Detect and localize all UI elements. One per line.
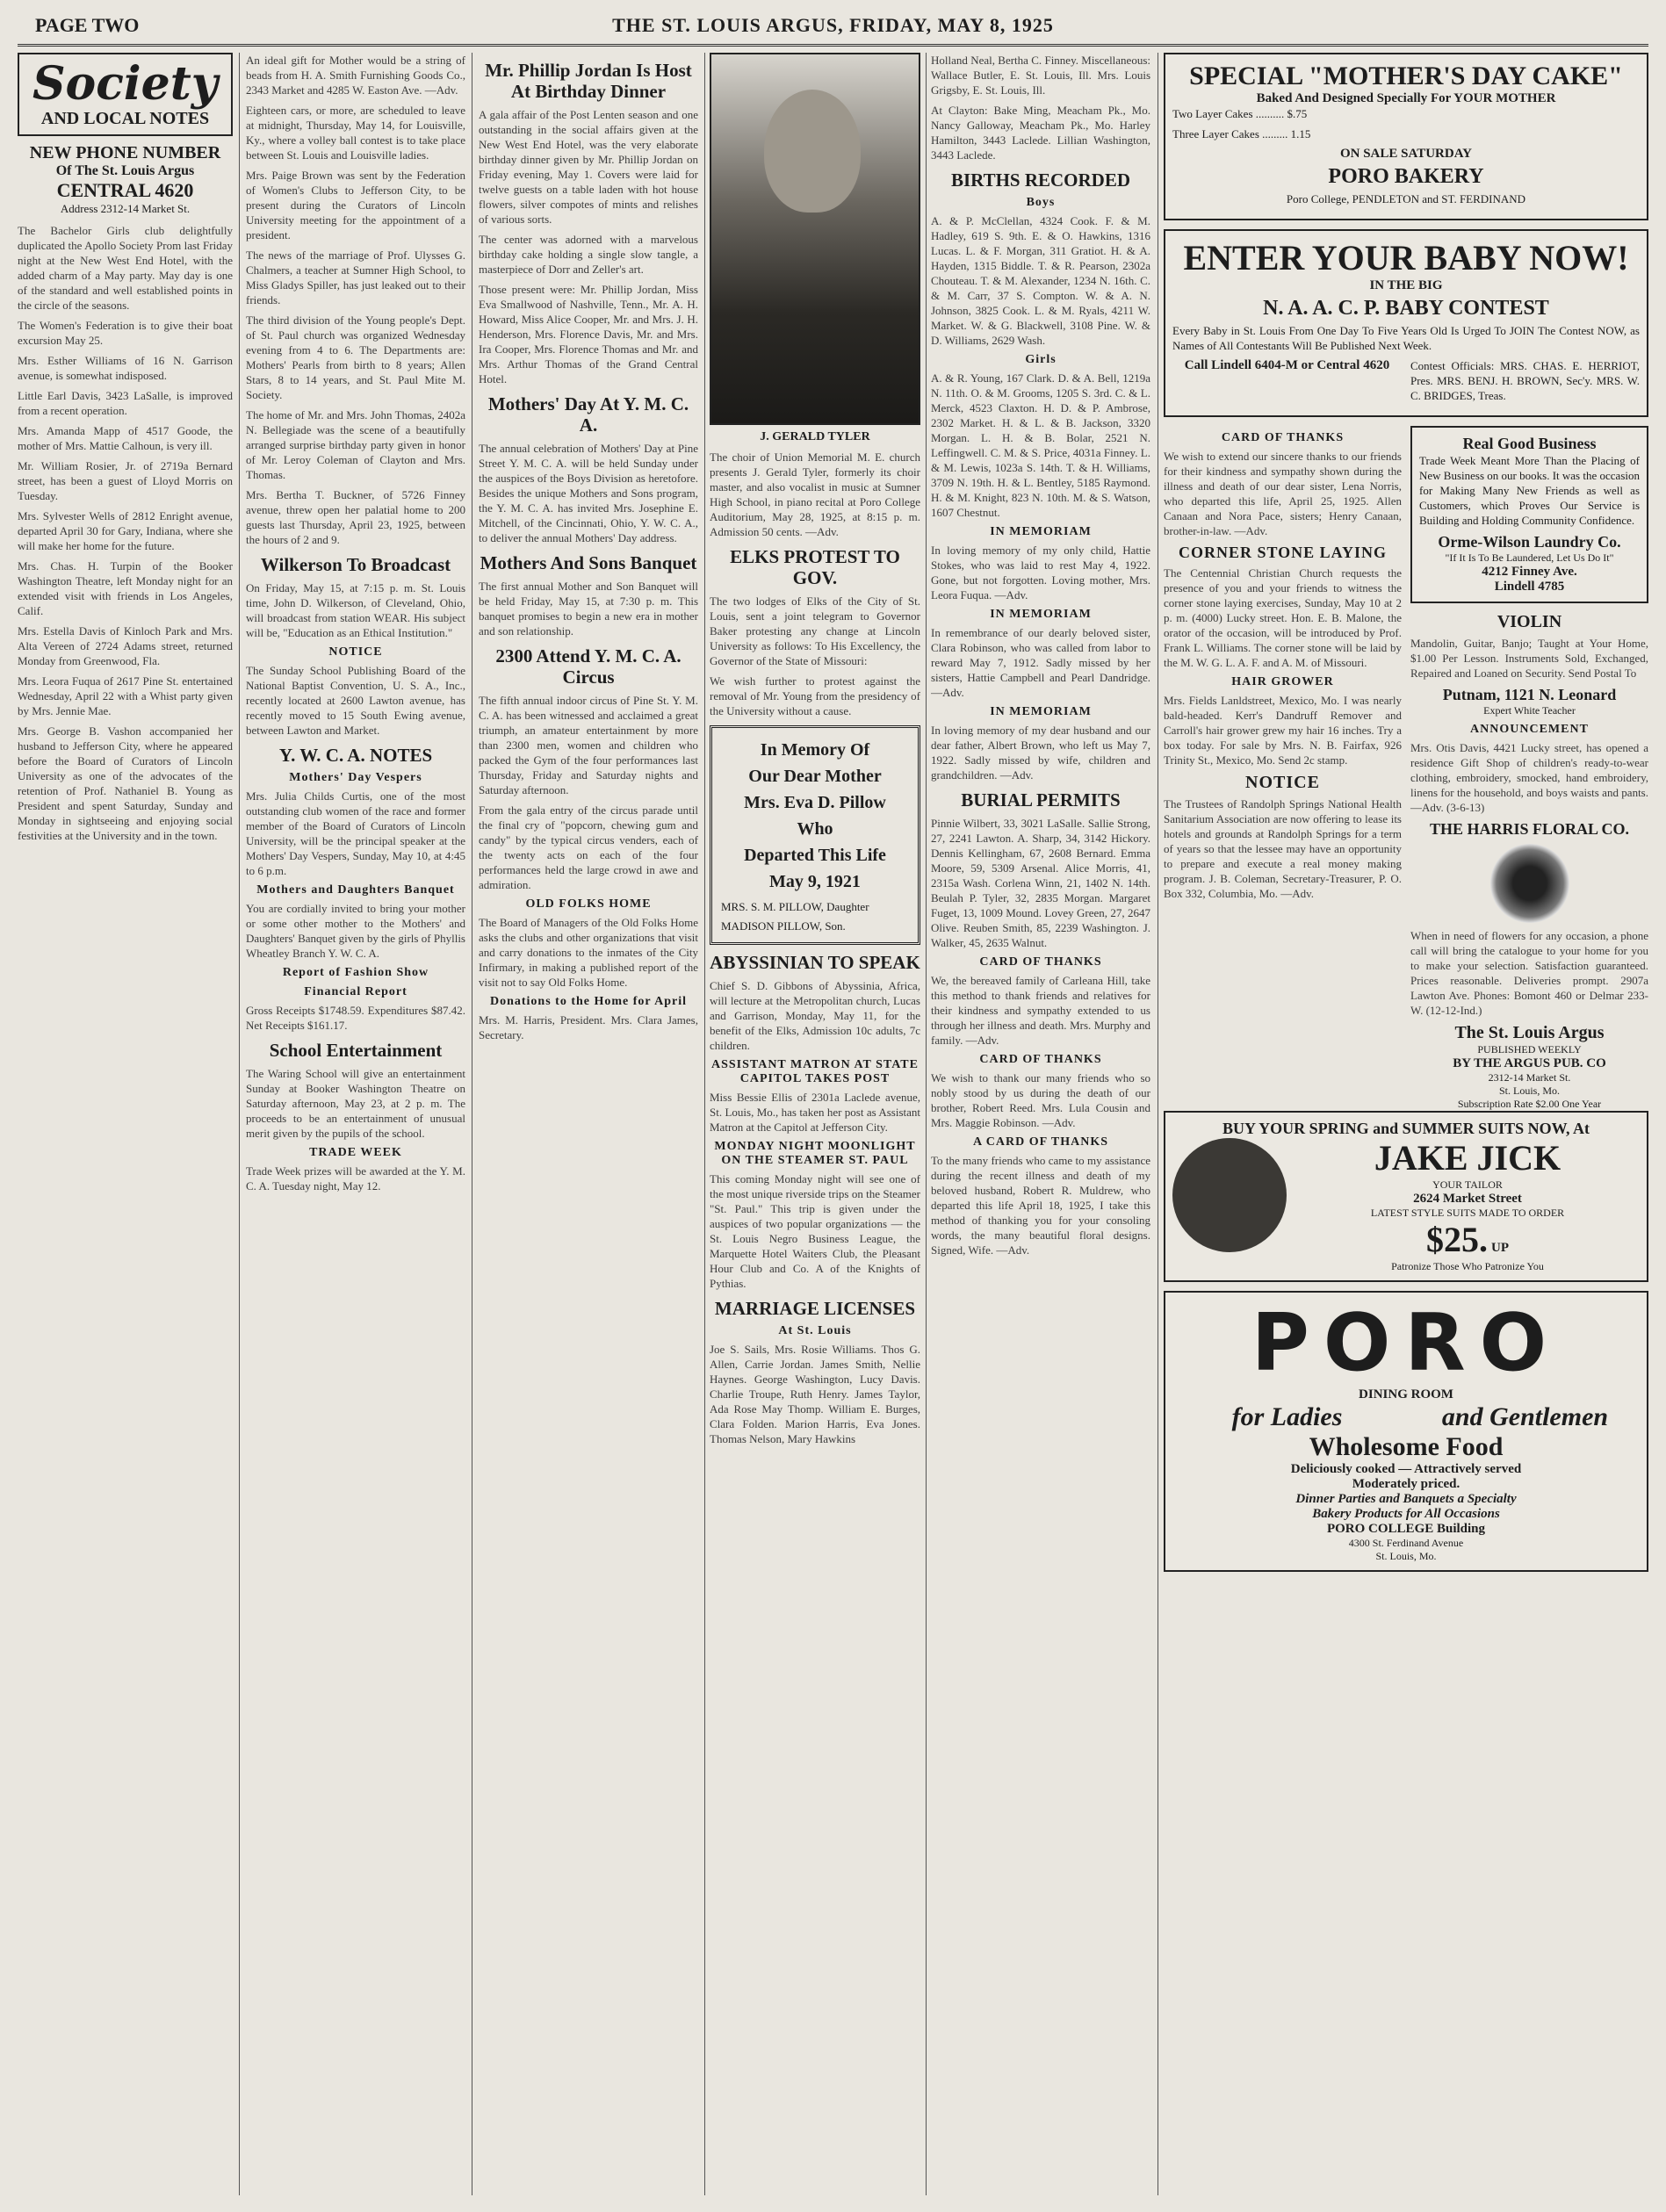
- poro-line: Bakery Products for All Occasions: [1312, 1507, 1500, 1521]
- article-paragraph: An ideal gift for Mother would be a string of beads from H. A. Smith Furnishing Goods Co., 2343 Market and 4285 W. Easton Ave. —Adv.: [246, 54, 465, 97]
- headline: Y. W. C. A. NOTES: [278, 745, 433, 766]
- article-paragraph: Mrs. M. Harris, President. Mrs. Clara James, Secretary.: [479, 1013, 698, 1041]
- violin-tag: Expert White Teacher: [1483, 704, 1576, 717]
- column-rule: [239, 53, 240, 2195]
- newspaper-title-date: THE ST. LOUIS ARGUS, FRIDAY, MAY 8, 1925: [612, 14, 1054, 36]
- headline: MARRIAGE LICENSES: [714, 1298, 916, 1319]
- article-paragraph: The choir of Union Memorial M. E. church presents J. Gerald Tyler, formerly its choir master, and also vocalist in music at Sumner High School, in piano recital at Poro College Auditorium, May 28, 1925, at 8:15 p. m. Admission 50 cents. —Adv.: [710, 450, 920, 538]
- memorial-signature: MRS. S. M. PILLOW, Daughter: [721, 900, 869, 913]
- article-paragraph: The Board of Managers of the Old Folks Home asks the clubs and other organizations that visit and carry donations to the inmates of the City Infirmary, in making a published report of the visit not to say Old Folks Home.: [479, 916, 698, 989]
- rose-icon: [1490, 844, 1569, 923]
- article-paragraph: A gala affair of the Post Lenten season and one outstanding in the social affairs given at the New West End Hotel, was the very elaborate birthday dinner given by Mr. Phillip Jordan on Friday evening, May 1. Covers were laid for twelve guests on a table laden with hot house flowers, silver compotes of mints and relishes of various sorts.: [479, 108, 698, 226]
- subheading: Report of Fashion Show: [282, 966, 429, 979]
- article-paragraph: In remembrance of our dearly beloved sister, Clara Robinson, who was called from labor to reward May 7, 1912. Sadly missed by her sisters, Hattie Campbell and Pearl Dandridge. —Adv.: [931, 626, 1150, 699]
- column-four: [710, 53, 920, 2195]
- ad-price: $25.: [1426, 1220, 1488, 1259]
- page-number: PAGE TWO: [35, 14, 140, 36]
- ad-address: 2624 Market Street: [1413, 1192, 1522, 1206]
- article-paragraph: Mrs. Paige Brown was sent by the Federation of Women's Clubs to Jefferson City, to be present during the Curators of Lincoln University meeting for the appointment of a president.: [246, 169, 465, 241]
- article-paragraph: Miss Bessie Ellis of 2301a Laclede avenue, St. Louis, Mo., has taken her post as Assistant Matron at the Capitol at Jefferson City.: [710, 1091, 920, 1134]
- article-paragraph: You are cordially invited to bring your mother or some other mother to the Mothers' and Daughters' Banquet given by the girls of Phyllis Wheatley Branch Y. W. C. A.: [246, 902, 465, 960]
- ad-subheading: Baked And Designed Specially For YOUR MOTHER: [1256, 91, 1556, 105]
- cornerstone-paragraph: The Centennial Christian Church requests the presence of you and your friends to witness the corner stone laying exercises, Sunday, May 10 at 2 p. m. (4000) Lucky street. Hon. E. B. Malone, the orator of the occasion, will be introduced by Prof. Frank L. Williams. The corner stone will be laid by the M. W. G. L. A. F. and A. M. of Missouri.: [1164, 566, 1402, 669]
- article-paragraph: To the many friends who came to my assistance during the recent illness and death of my beloved husband, Robert R. Muldrew, who departed this life April 18, 1925, I take this method of thanking you for your consoling words, the many beautiful floral designs. Signed, Wife. —Adv.: [931, 1154, 1150, 1257]
- argus-name: The St. Louis Argus: [1454, 1023, 1605, 1042]
- violin-name: Putnam, 1121 N. Leonard: [1442, 686, 1617, 703]
- headline: Mothers And Sons Banquet: [480, 552, 697, 573]
- portrait-face: [764, 90, 861, 213]
- argus-line: Subscription Rate $2.00 One Year: [1457, 1098, 1602, 1110]
- subheading: CARD OF THANKS: [979, 1053, 1102, 1066]
- headline: 2300 Attend Y. M. C. A. Circus: [495, 645, 682, 688]
- argus-line: St. Louis, Mo.: [1498, 1084, 1560, 1097]
- ad-business-name: Orme-Wilson Laundry Co.: [1438, 533, 1621, 551]
- subheading: Girls: [1025, 353, 1057, 366]
- photo-caption: J. GERALD TYLER: [760, 430, 870, 443]
- memorial-line: Departed This Life: [744, 846, 886, 865]
- subheading: At St. Louis: [778, 1324, 852, 1337]
- permit-list: Pinnie Wilbert, 33, 3021 LaSalle. Sallie Strong, 27, 2241 Lawton. A. Sharp, 34, 3142 Hickory. Dennis Kellingham, 67, 2608 Bernard. Emma Moore, 59, 5309 Arsenal. Alice Morris, 41, 2315a Wash. Corlena Winn, 21, 1402 N. 14th. Beulah P. Tyler, 32, 2835 Morgan. Margaret Fuget, 13, 1009 Mound. Lovey Green, 27, 2647 Olive. Reuben Smith, 85, 2239 Washington. J. Walker, 45, 2635 Walnut.: [931, 817, 1150, 949]
- subheading: CORNER STONE LAYING: [1178, 544, 1388, 561]
- ad-subheading: N. A. A. C. P. BABY CONTEST: [1263, 297, 1549, 320]
- article-paragraph: We wish further to protest against the removal of Mr. Young from the presidency of the University without a cause.: [710, 674, 920, 717]
- headline: ABYSSINIAN TO SPEAK: [710, 952, 920, 973]
- article-paragraph: The center was adorned with a marvelous birthday cake holding a single slow tangle, a masterpiece of Dorr and Zeller's art.: [479, 233, 698, 276]
- society-paragraph: Mrs. George B. Vashon accompanied her husband to Jefferson City, where he appeared before the Board of Curators of Lincoln University as one of the advocates of the retention of Prof. Nathaniel B. Young as President and spent Saturday, Sunday and Monday in sightseeing and enjoying social festivities at the University and in the town.: [18, 724, 233, 842]
- subheading: Mothers and Daughters Banquet: [256, 883, 455, 897]
- violin-paragraph: Mandolin, Guitar, Banjo; Taught at Your Home, $1.00 Per Lesson. Instruments Sold, Exchanged, Repaired and Loaned on Security. Send Postal To: [1410, 637, 1648, 680]
- article-paragraph: The home of Mr. and Mrs. John Thomas, 2402a N. Bellegiade was the scene of a beautifully arranged surprise birthday party given in honor of Mr. Leroy Coleman of Clayton and Mrs. Thomas.: [246, 408, 465, 481]
- society-title: Society: [32, 57, 218, 111]
- article-paragraph: From the gala entry of the circus parade until the final cry of "popcorn, chewing gum and candy" by the typical circus venders, each of the twenty acts on each of the four performances held the large crowd in awe and admiration.: [479, 803, 698, 891]
- ad-jake-jick-tailor: [1164, 1111, 1648, 1282]
- hair-grower-paragraph: Mrs. Fields Lanldstreet, Mexico, Mo. I was nearly bald-headed. Kerr's Dandruff Remover and Carroll's hair grower grew my hair 16 inches. Try a box today. For sale by Mrs. N. B. Fairfax, 926 Trinity St., Mexico, Mo. Send 2c stamp.: [1164, 694, 1402, 767]
- portrait-photo: [710, 53, 920, 425]
- memorial-line: Mrs. Eva D. Pillow: [744, 793, 886, 812]
- society-paragraph: The Bachelor Girls club delightfully duplicated the Apollo Society Prom last Friday night at the New West End Hotel, with the added charm of a May party. May day is one of the standard and well established points in the circle of the seasons.: [18, 224, 233, 312]
- phone-notice: [18, 143, 233, 216]
- phone-heading: NEW PHONE NUMBER: [29, 143, 221, 162]
- column-rule: [704, 53, 705, 2195]
- ad-heading: BUY YOUR SPRING and SUMMER SUITS NOW, At: [1222, 1120, 1590, 1137]
- ad-business-name: JAKE JICK: [1374, 1138, 1561, 1178]
- ad-styles: LATEST STYLE SUITS MADE TO ORDER: [1370, 1207, 1565, 1219]
- subheading: IN MEMORIAM: [990, 705, 1092, 718]
- memorial-line: In Memory Of: [760, 740, 870, 760]
- ad-price-line: Three Layer Cakes ......... 1.15: [1172, 127, 1311, 141]
- subheading: OLD FOLKS HOME: [525, 897, 652, 911]
- ad-body: Every Baby in St. Louis From One Day To Five Years Old Is Urged To JOIN The Contest NOW, as Names of All Contestants Will Be Published Next Week.: [1172, 324, 1640, 352]
- ad-price-line: Two Layer Cakes .......... $.75: [1172, 107, 1308, 120]
- article-paragraph: At Clayton: Bake Ming, Meacham Pk., Mo. Nancy Galloway, Meacham Pk., Mo. Harley Hamilton, 3443 Laclede. Lillian Washington, 3443 Laclede.: [931, 104, 1150, 162]
- article-paragraph: Those present were: Mr. Phillip Jordan, Miss Eva Smallwood of Nashville, Tenn., Mr. A. H. Howard, Miss Alice Cooper, Mr. and Mrs. J. H. Henderson, Mrs. Florence Davis, Mr. and Mrs. Ira Cooper, Mrs. Florence Thomas and Mr. and Mrs. Arthur Thomas of the Grand Central Hotel.: [479, 283, 698, 385]
- article-paragraph: Mrs. Julia Childs Curtis, one of the most outstanding club women of the race and former member of the Board of Curators of Lincoln University, will be the principal speaker at the Mothers' Day Vespers, Sunday, May 10, at 4:45 to 6 p.m.: [246, 789, 465, 877]
- subheading: A CARD OF THANKS: [972, 1135, 1109, 1149]
- article-paragraph: The fifth annual indoor circus of Pine St. Y. M. C. A. has been witnessed and acclaimed a great triumph, an amateur entertainment by more than 2300 men, women and children who packed the Gym of the four performances last Thursday, Friday and Saturday nights and Saturday afternoon.: [479, 694, 698, 796]
- memorial-signature: MADISON PILLOW, Son.: [721, 919, 846, 933]
- ad-sale-line: ON SALE SATURDAY: [1339, 147, 1473, 161]
- poro-dining-label: DINING ROOM: [1359, 1387, 1453, 1401]
- article-paragraph: We wish to thank our many friends who so nobly stood by us during the death of our brother, Robert Reed. Mrs. Lula Cousin and Mrs. Maggie Robinson. —Adv.: [931, 1071, 1150, 1129]
- headline: Wilkerson To Broadcast: [260, 554, 451, 575]
- subheading: IN MEMORIAM: [990, 608, 1092, 621]
- ad-slogan: "If It Is To Be Laundered, Let Us Do It": [1445, 551, 1614, 564]
- article-paragraph: The news of the marriage of Prof. Ulysses G. Chalmers, a teacher at Sumner High School, to Miss Gladys Spiller, has just leaked out to their friends.: [246, 249, 465, 306]
- subheading: Financial Report: [304, 985, 407, 998]
- poro-food-heading: Wholesome Food: [1309, 1432, 1504, 1461]
- ad-address: Poro College, PENDLETON and ST. FERDINAND: [1286, 192, 1526, 205]
- society-paragraph: Mr. William Rosier, Jr. of 2719a Bernard street, has been a guest of Lloyd Morris on Tuesday.: [18, 459, 233, 502]
- article-paragraph: The Waring School will give an entertainment Sunday at Booker Washington Theatre on Saturday afternoon, May 23, at 2 p. m. The proceeds to be an entertainment of unusual merit given by the pupils of the school.: [246, 1067, 465, 1140]
- subheading: MONDAY NIGHT MOONLIGHT ON THE STEAMER ST. PAUL: [714, 1140, 916, 1167]
- headline: BURIAL PERMITS: [961, 789, 1121, 811]
- headline: Mr. Phillip Jordan Is Host At Birthday Dinner: [485, 60, 692, 102]
- memorial-line: Who: [797, 819, 833, 839]
- column-five: [931, 53, 1150, 2195]
- poro-ladies: for Ladies: [1231, 1402, 1343, 1431]
- article-paragraph: Joe S. Sails, Mrs. Rosie Williams. Thos G. Allen, Carrie Jordan. James Smith, Nellie Haynes. George Washington, Lucy Davis. Charlie Troupe, Ruth Henry. James Taylor, Ada Rose May Thomp. William E. Burges, Clara Folden. Marion Harris, Eva Jones. Thomas Nelson, Mary Hawkins: [710, 1343, 920, 1445]
- article-paragraph: Gross Receipts $1748.59. Expenditures $87.42. Net Receipts $161.17.: [246, 1004, 465, 1032]
- article-paragraph: In loving memory of my only child, Hattie Stokes, who was laid to rest May 4, 1922. Gone, but not forgotten. Loving mother, Mrs. Leora Fuqua. —Adv.: [931, 544, 1150, 602]
- argus-line: BY THE ARGUS PUB. CO: [1453, 1056, 1606, 1070]
- floral-heading: THE HARRIS FLORAL CO.: [1429, 820, 1630, 838]
- birth-list: A. & P. McClellan, 4324 Cook. F. & M. Hadley, 619 S. 9th. E. & O. Hawkins, 1316 Lucas. L. & F. Morgan, 311 Gratiot. H. & A. Hayden, 1315 Biddle. T. & R. Pearson, 2302a Chouteau. T. & M. Alexander, 1234 N. 16th. C. & M. Carr, 37 S. Compton. W. & A. N. Johnson, 3825 Cook. L. & M. Ryals, 4211 W. Market. W. & G. Blackwell, 3108 Pine. W. & D. Williams, 2629 Wash.: [931, 214, 1150, 347]
- argus-line: 2312-14 Market St.: [1488, 1071, 1571, 1084]
- subheading: HAIR GROWER: [1231, 675, 1334, 688]
- poro-line: Deliciously cooked — Attractively served: [1290, 1462, 1522, 1476]
- ad-mothers-day-cake: [1164, 53, 1648, 220]
- society-banner: [18, 53, 233, 136]
- ad-heading: ENTER YOUR BABY NOW!: [1183, 238, 1629, 277]
- article-paragraph: Mrs. Bertha T. Buckner, of 5726 Finney avenue, threw open her palatial home to 200 guests last Thursday, April 23, 1925, between the hours of 2 and 9.: [246, 488, 465, 546]
- ad-body: Trade Week Meant More Than the Placing of New Business on our books. It was the occasion for Making Many New Friends as well as Customers, which Proves Our Service is Building and Holding Community Confidence.: [1419, 454, 1640, 527]
- ad-baby-contest: [1164, 229, 1648, 417]
- society-paragraph: Mrs. Amanda Mapp of 4517 Goode, the mother of Mrs. Mattie Calhoun, is very ill.: [18, 424, 233, 452]
- society-paragraph: Little Earl Davis, 3423 LaSalle, is improved from a recent operation.: [18, 389, 233, 417]
- ad-poro-dining-room: [1164, 1291, 1648, 1572]
- headline: School Entertainment: [269, 1040, 443, 1061]
- society-paragraph: Mrs. Sylvester Wells of 2812 Enright avenue, departed April 30 for Gary, Indiana, where she will make her home for the future.: [18, 509, 233, 552]
- article-paragraph: The first annual Mother and Son Banquet will be held Friday, May 15, at 7:30 p. m. This banquet promises to begin a new era in mother and son relationship.: [479, 580, 698, 638]
- article-paragraph: Trade Week prizes will be awarded at the Y. M. C. A. Tuesday night, May 12.: [246, 1164, 465, 1192]
- announcement-paragraph: Mrs. Otis Davis, 4421 Lucky street, has opened a residence Gift Shop of children's ready-to-wear clothing, embroidery, smocked, hand embroidery, linens for the household, and boys waists and pants. —Adv. (3-6-13): [1410, 741, 1648, 814]
- birth-list: A. & R. Young, 167 Clark. D. & A. Bell, 1219a N. 11th. O. & M. Grooms, 1205 S. 3rd. C. & L. Merck, 4523 Claxton. H. D. & P. Ambrose, 2302 Market. H. & L. & B. Jackson, 3320 Morgan. L. H. & B. Bolar, 2521 N. Leffingwell. C. M. & S. Price, 4031a Finney. L. & M. Lewis, 1023a S. 14th. T. & H. Williams, 3709 N. 19th. H. & L. Bentley, 5185 Raymond. H. & M. Knight, 823 N. 10th. M. & S. Watson, 1607 Chestnut.: [931, 371, 1150, 519]
- subheading: ANNOUNCEMENT: [1470, 723, 1589, 736]
- article-paragraph: The third division of the Young people's Dept. of St. Paul church was organized Wednesday evening from 4 to 6. The Departments are: Mothers' Pearls from birth to 8 years; Allen Stars, 8 to 14 years, and St. Paul Mite M. Society.: [246, 313, 465, 401]
- subheading: TRADE WEEK: [309, 1146, 402, 1159]
- headline: Mothers' Day At Y. M. C. A.: [487, 393, 689, 436]
- subheading: CARD OF THANKS: [1221, 431, 1345, 444]
- floral-paragraph: When in need of flowers for any occasion, a phone call will bring the catalogue to your home for you to make your selection. Satisfaction guaranteed. Prices reasonable. Deliveries prompt. 2907a Lawton Ave. Phones: Bomont 460 or Delmar 233-W. (12-12-Ind.): [1410, 929, 1648, 1017]
- society-paragraph: Mrs. Esther Williams of 16 N. Garrison avenue, is somewhat indisposed.: [18, 354, 233, 382]
- phone-sub: Of The St. Louis Argus: [55, 163, 195, 178]
- subheading: Donations to the Home for April: [489, 995, 687, 1008]
- article-paragraph: We, the bereaved family of Carleana Hill, take this method to thank friends and relatives for their kindness and sympathy extended to us through her illness and death. Mrs. Murphy and family. —Adv.: [931, 974, 1150, 1047]
- ad-price-suffix: UP: [1491, 1241, 1509, 1255]
- poro-line: Dinner Parties and Banquets a Specialty: [1295, 1492, 1517, 1506]
- ad-phone: Lindell 4785: [1494, 580, 1565, 594]
- article-paragraph: Chief S. D. Gibbons of Abyssinia, Africa, will lecture at the Metropolitan church, Lucas and Garrison, Monday, May 11, for the benefit of the Elks, Admission 10c adults, 7c children.: [710, 979, 920, 1052]
- headline: BIRTHS RECORDED: [950, 169, 1131, 191]
- subheading: Mothers' Day Vespers: [289, 771, 422, 784]
- subheading: Boys: [1026, 196, 1056, 209]
- article-paragraph: Eighteen cars, or more, are scheduled to leave at midnight, Thursday, May 14, for Louisville, Ky., where a volley ball contest is to take place between St. Louis and Louisville ladies.: [246, 104, 465, 162]
- article-paragraph: In loving memory of my dear husband and our dear father, Albert Brown, who left us May 7, 1922. Sadly missed by wife, children and grandchildren. —Adv.: [931, 724, 1150, 782]
- column-rule: [926, 53, 927, 2195]
- phone-address: Address 2312-14 Market St.: [60, 202, 191, 215]
- column-two: [246, 53, 465, 2195]
- article-paragraph: The Sunday School Publishing Board of the National Baptist Convention, U. S. A., Inc., recently located at 2600 Lawton avenue, has recently moved to 15 South Ewing avenue, between Lawton and Market.: [246, 664, 465, 737]
- poro-building: PORO COLLEGE Building: [1326, 1522, 1486, 1536]
- column-advertisements: [1164, 53, 1648, 2195]
- argus-masthead-box: [1410, 1023, 1648, 1111]
- violin-heading: VIOLIN: [1497, 612, 1562, 631]
- ad-heading: Real Good Business: [1462, 435, 1597, 452]
- ad-footer: Patronize Those Who Patronize You: [1391, 1260, 1544, 1272]
- memorial-box: [710, 725, 920, 945]
- ad-row: [1164, 426, 1648, 1111]
- argus-line: PUBLISHED WEEKLY: [1477, 1043, 1582, 1056]
- poro-address: 4300 St. Ferdinand Avenue: [1348, 1537, 1464, 1549]
- poro-line: Moderately priced.: [1352, 1477, 1460, 1491]
- ad-address: 4212 Finney Ave.: [1482, 565, 1577, 579]
- subheading: NOTICE: [328, 645, 383, 659]
- poro-logo-word: PORO: [1251, 1297, 1561, 1389]
- memorial-line: May 9, 1921: [769, 872, 861, 891]
- society-paragraph: Mrs. Estella Davis of Kinloch Park and Mrs. Alta Vereen of 2724 Adams street, returned Monday from Greenwood, Fla.: [18, 624, 233, 667]
- ad-officials: Contest Officials: MRS. CHAS. E. HERRIOT, Pres. MRS. BENJ. H. BROWN, Sec'y. MRS. W. C. BRIDGES, Treas.: [1410, 359, 1640, 402]
- memorial-line: Our Dear Mother: [748, 767, 882, 786]
- article-paragraph: This coming Monday night will see one of the most unique riverside trips on the Steamer "St. Paul." This trip is given under the auspices of two popular organizations — the St. Louis Negro Business League, the Marquette Hotel Waiters Club, the Pleasant Hour Club and Co. A of the Knights of Pythias.: [710, 1172, 920, 1290]
- society-subtitle: AND LOCAL NOTES: [40, 109, 210, 128]
- ad-phone: Call Lindell 6404-M or Central 4620: [1184, 358, 1390, 372]
- masthead: [18, 9, 1648, 47]
- society-paragraph: Mrs. Chas. H. Turpin of the Booker Washington Theatre, left Monday night for an extended visit with friends in Los Angeles, Calif.: [18, 559, 233, 617]
- article-paragraph: Holland Neal, Bertha C. Finney. Miscellaneous: Wallace Butler, E. St. Louis, Ill. Mrs. Louis Grigsby, E. St. Louis, Ill.: [931, 54, 1150, 97]
- poro-gentlemen: and Gentlemen: [1441, 1402, 1609, 1431]
- poro-city: St. Louis, Mo.: [1375, 1550, 1437, 1562]
- society-paragraph: The Women's Federation is to give their boat excursion May 25.: [18, 319, 233, 347]
- headline: ELKS PROTEST TO GOV.: [730, 546, 900, 588]
- article-paragraph: The annual celebration of Mothers' Day at Pine Street Y. M. C. A. will be held Sunday under the auspices of the Boys Division as heretofore. Besides the unique Mothers and Sons program, the Y. M. C. A. has invited Mrs. Josephine E. Mitchell, of the Cincinnati, Ohio, Y. W. C. A., to deliver the annual Mothers' Day address.: [479, 442, 698, 544]
- ad-business-name: PORO BAKERY: [1328, 165, 1484, 188]
- subheading: CARD OF THANKS: [979, 955, 1102, 969]
- subheading: ASSISTANT MATRON AT STATE CAPITOL TAKES POST: [711, 1058, 919, 1085]
- subheading: NOTICE: [1245, 773, 1320, 792]
- column-society: [18, 53, 233, 2195]
- tailor-portrait: [1172, 1138, 1287, 1252]
- column-three: [479, 53, 698, 2195]
- subheading: IN MEMORIAM: [990, 525, 1092, 538]
- phone-number: CENTRAL 4620: [56, 179, 194, 201]
- ad-tag: YOUR TAILOR: [1432, 1178, 1503, 1191]
- ad-laundry: [1410, 426, 1648, 603]
- thanks-paragraph: We wish to extend our sincere thanks to our friends for their kindness and sympathy shown during the illness and death of our dear sister, Lena Norris, who departed this life, April 25, 1925. Allen Canaan and Nora Pace, sisters; Henry Canaan, brother-in-law. —Adv.: [1164, 450, 1402, 537]
- society-paragraph: Mrs. Leora Fuqua of 2617 Pine St. entertained Wednesday, April 22 with a Whist party given by Mrs. Jennie Mae.: [18, 674, 233, 717]
- ad-subheading: IN THE BIG: [1369, 278, 1443, 292]
- article-paragraph: On Friday, May 15, at 7:15 p. m. St. Louis time, John D. Wilkerson, of Cleveland, Ohio, will broadcast from station WEAR. His subject will be, "Education as an Ethical Institution.": [246, 581, 465, 639]
- notice-paragraph: The Trustees of Randolph Springs National Health Sanitarium Association are now offering to lease its hotels and grounds at Randolph Springs for a term of years so that the lessee may have an opportunity to prepare and execute a real money making program. J. B. Coleman, Secretary-Treasurer, P. O. Box 332, Columbia, Mo. —Adv.: [1164, 797, 1402, 900]
- ad-heading: SPECIAL "MOTHER'S DAY CAKE": [1189, 61, 1623, 90]
- article-paragraph: The two lodges of Elks of the City of St. Louis, sent a joint telegram to Governor Baker protesting any change at Lincoln University as follows: To His Excellency, the Governor of the State of Missouri:: [710, 594, 920, 667]
